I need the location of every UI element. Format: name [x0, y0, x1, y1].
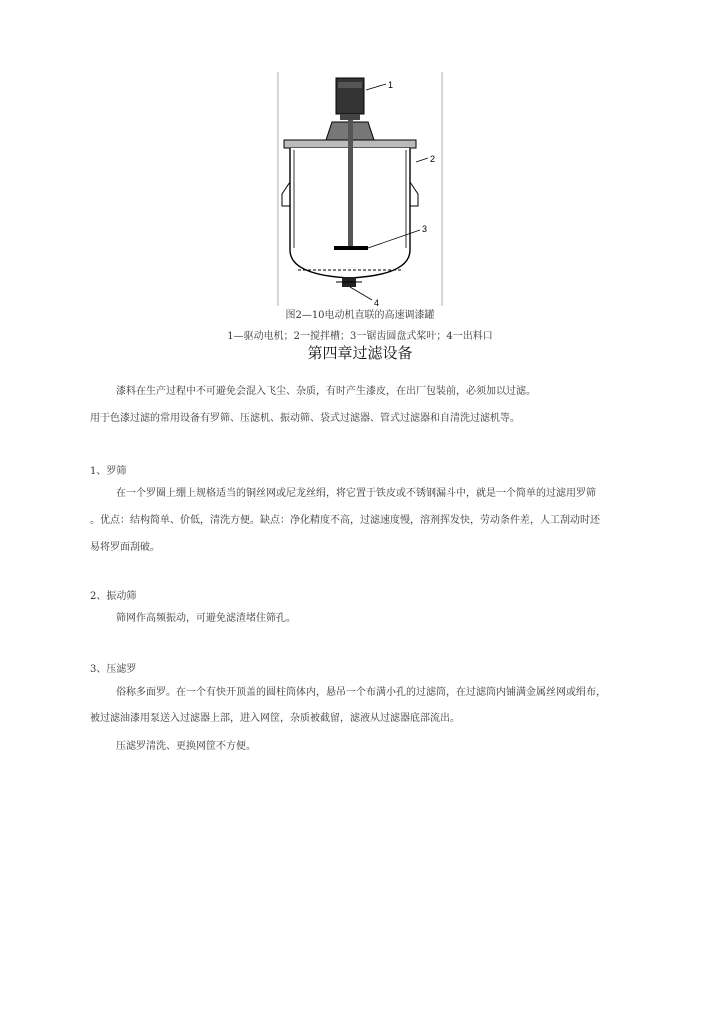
- intro-paragraph-1: 漆料在生产过程中不可避免会混入飞尘、杂质，有时产生漆皮，在出厂包装前，必须加以过滤。: [116, 386, 536, 397]
- callout-3: 3: [422, 224, 428, 234]
- figure-legend: 1—驱动电机；2一搅拌槽；3一锯齿圆盘式桨叶；4一出料口: [227, 331, 493, 342]
- chapter-title: 第四章过滤设备: [307, 344, 413, 362]
- section-3-line-1: 俗称多面罗。在一个有快开顶盖的圆柱筒体内，悬吊一个布满小孔的过滤筒，在过滤筒内铺满金属丝网或绢布，: [116, 687, 606, 698]
- callout-1: 1: [388, 80, 394, 90]
- intro-paragraph-2: 用于色漆过滤的常用设备有罗筛、压滤机、振动筛、袋式过滤器、管式过滤器和自清洗过滤机等。: [90, 413, 520, 424]
- section-3-line-3: 压滤罗清洗、更换网筐不方便。: [116, 741, 256, 752]
- section-heading-3: 3、压滤罗: [90, 664, 137, 675]
- section-2-line-1: 筛网作高频振动，可避免滤渣堵住筛孔。: [116, 613, 296, 624]
- callout-4: 4: [374, 298, 380, 308]
- figure-caption: 图2—10电动机直联的高速调漆罐: [285, 310, 435, 321]
- section-1-line-2: 。优点：结构简单、价低，清洗方便。缺点：净化精度不高，过滤速度慢，溶剂挥发快，劳动条件差，人工刮动时还: [90, 515, 600, 526]
- mixing-tank-figure: [270, 70, 450, 310]
- section-heading-1: 1、罗筛: [90, 466, 127, 477]
- callout-2: 2: [430, 154, 436, 164]
- section-heading-2: 2、振动筛: [90, 591, 137, 602]
- section-1-line-3: 易将罗面刮破。: [90, 542, 160, 553]
- section-1-line-1: 在一个罗圈上绷上规格适当的铜丝网或尼龙丝绢，将它置于铁皮或不锈钢漏斗中，就是一个简单的过滤用罗筛: [116, 488, 596, 499]
- section-3-line-2: 被过滤油漆用泵送入过滤器上部，进入网筐，杂质被截留，滤液从过滤器底部流出。: [90, 713, 460, 724]
